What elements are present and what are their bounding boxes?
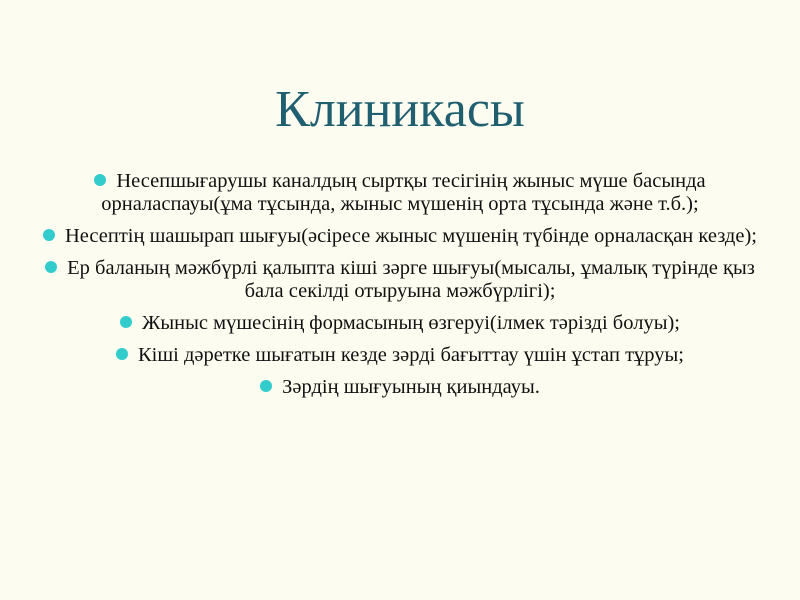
bullet-text: Ер баланың мәжбүрлі қалыпта кіші зәрге шығуы(мысалы, ұмалық түрінде қыз бала секілді отыруына мәжбүрлігі); xyxy=(67,257,755,302)
bullet-list xyxy=(40,170,760,408)
bullet-text: Жыныс мүшесінің формасының өзгеруі(ілмек тәрізді болуы); xyxy=(142,312,680,334)
bullet-item xyxy=(40,225,760,248)
bullet-item xyxy=(40,170,760,216)
bullet-item xyxy=(40,376,760,399)
bullet-text: Зәрдің шығуының қиындауы. xyxy=(282,376,540,398)
bullet-dot-icon xyxy=(94,174,106,186)
bullet-dot-icon xyxy=(45,261,57,273)
bullet-text: Несепшығарушы каналдың сыртқы тесігінің жыныс мүше басында орналаспауы(ұма тұсында, жыныс мүшенің орта тұсында және т.б.); xyxy=(101,170,706,215)
bullet-dot-icon xyxy=(116,348,128,360)
bullet-text: Несептің шашырап шығуы(әсіресе жыныс мүшенің түбінде орналасқан кезде); xyxy=(65,225,757,247)
bullet-dot-icon xyxy=(260,380,272,392)
bullet-item xyxy=(40,257,760,303)
slide-title: Клиникасы xyxy=(275,81,525,138)
bullet-dot-icon xyxy=(43,229,55,241)
bullet-dot-icon xyxy=(120,316,132,328)
bullet-item xyxy=(40,344,760,367)
bullet-item xyxy=(40,312,760,335)
bullet-text: Кіші дәретке шығатын кезде зәрді бағыттау үшін ұстап тұруы; xyxy=(138,344,684,366)
